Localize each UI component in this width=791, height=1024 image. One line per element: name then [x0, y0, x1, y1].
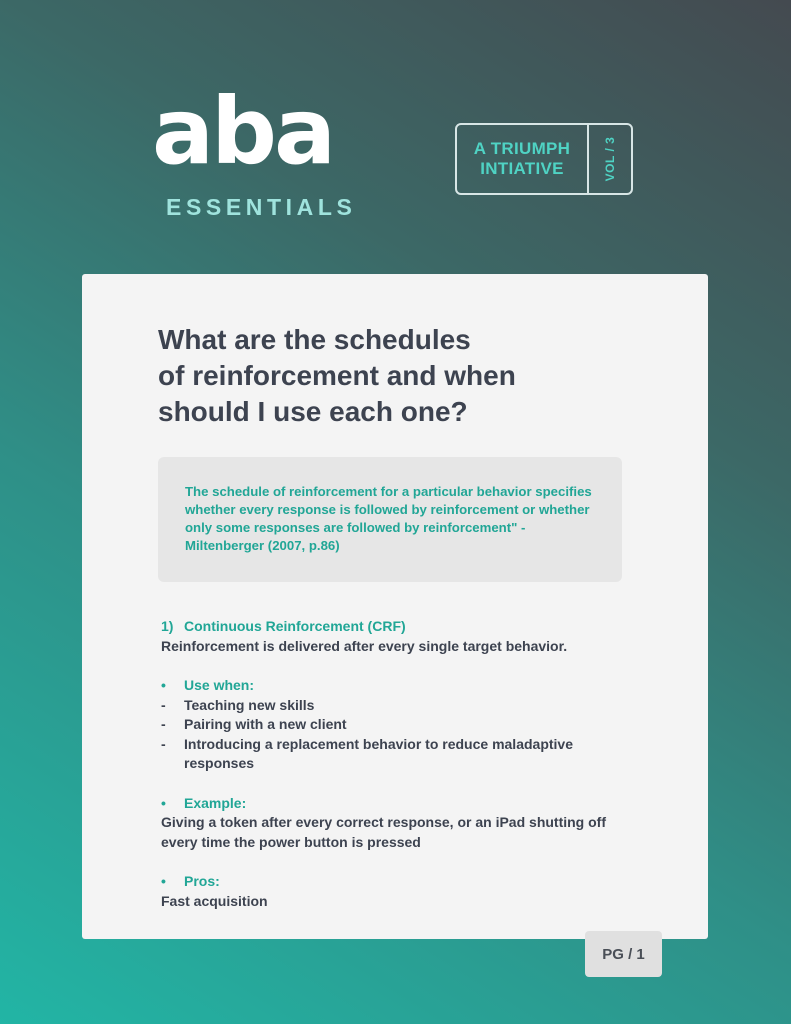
dash-icon: -: [161, 735, 166, 752]
list-item: [161, 715, 631, 735]
example-label: Example:: [184, 794, 247, 811]
bullet-icon: •: [161, 794, 166, 811]
section-description: Reinforcement is delivered after every single target behavior.: [161, 637, 568, 654]
title-line-1: What are the schedules: [158, 324, 471, 355]
list-item: [161, 696, 631, 716]
volume-text: VOL / 3: [603, 136, 617, 182]
section-continuous-reinforcement: [161, 617, 631, 911]
use-when-label: Use when:: [184, 677, 255, 693]
use-when-heading: [161, 676, 631, 696]
list-item-text: Teaching new skills: [184, 696, 315, 713]
list-item-text: Pairing with a new client: [184, 716, 347, 732]
quote-box: [158, 457, 622, 582]
list-item: [161, 735, 631, 774]
pros-text: Fast acquisition: [161, 892, 268, 909]
section-heading: [161, 617, 631, 637]
page-title: [158, 322, 516, 430]
initiative-line-2: INTIATIVE: [480, 159, 564, 178]
title-line-3: should I use each one?: [158, 396, 468, 427]
pros-label: Pros:: [184, 873, 220, 889]
quote-text: The schedule of reinforcement for a particular behavior specifies whether every response is followed by reinforcement or whether only some responses are followed by reinforcement" - Miltenberger (2007, p.86): [185, 484, 592, 553]
example-text: Giving a token after every correct response, or an iPad shutting off every time the power button is pressed: [161, 814, 606, 850]
initiative-badge: [455, 123, 633, 195]
section-heading-text: Continuous Reinforcement (CRF): [184, 618, 406, 634]
list-item-text: Introducing a replacement behavior to reduce maladaptive responses: [184, 735, 573, 771]
dash-icon: -: [161, 716, 166, 732]
example-heading: [161, 794, 631, 814]
initiative-label: [457, 125, 589, 193]
dash-icon: -: [161, 696, 166, 713]
bullet-icon: •: [161, 677, 166, 693]
section-number: 1): [161, 618, 174, 634]
initiative-line-1: A TRIUMPH: [473, 139, 571, 158]
page-number-badge: PG / 1: [585, 931, 662, 977]
logo-wordmark: aba: [152, 78, 334, 185]
bullet-icon: •: [161, 873, 166, 889]
logo-subtitle: ESSENTIALS: [166, 194, 357, 220]
pros-heading: [161, 872, 631, 892]
title-line-2: of reinforcement and when: [158, 360, 516, 391]
volume-label: [589, 125, 631, 193]
